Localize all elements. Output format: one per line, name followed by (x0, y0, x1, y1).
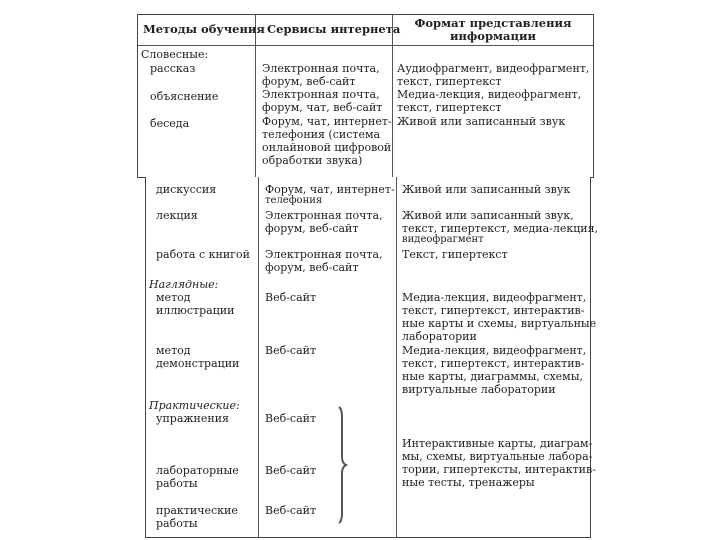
method-cell (156, 344, 239, 370)
format-line: ные тесты, тренажеры (402, 476, 535, 489)
services-line: обработки звука) (262, 154, 363, 167)
services-cell: Веб-сайт (265, 344, 317, 357)
services-cell (265, 248, 383, 274)
format-line: текст, гипертекст (397, 101, 502, 114)
format-line: Медиа-лекция, видеофрагмент, (402, 344, 587, 357)
group-label-verbal: Словесные: (141, 48, 209, 61)
format-line: текст, гипертекст, интерактив- (402, 304, 585, 317)
services-line: форум, веб-сайт (265, 261, 359, 274)
format-cell: Живой или записанный звук (402, 183, 571, 196)
services-cell: Веб-сайт (265, 291, 317, 304)
services-line: Электронная почта, (262, 88, 380, 101)
services-line: телефония (система (262, 128, 381, 141)
services-cell (262, 115, 392, 167)
format-line: ные карты и схемы, виртуальные (402, 317, 597, 330)
format-line: Живой или записанный звук, (402, 209, 574, 222)
services-line: Электронная почта, (262, 62, 380, 75)
header-format (393, 17, 593, 43)
services-line: Электронная почта, (265, 209, 383, 222)
format-line: мы, схемы, виртуальные лабора- (402, 450, 593, 463)
method-cell (156, 291, 234, 317)
services-line: онлайновой цифровой (262, 141, 392, 154)
services-line: Форум, чат, интернет- (262, 115, 392, 128)
column-divider (396, 177, 397, 537)
method-cell: объяснение (150, 90, 219, 103)
services-line: форум, чат, веб-сайт (262, 101, 383, 114)
format-cell-shared (402, 437, 596, 489)
method-line: метод (156, 344, 191, 357)
table-bottom-section (145, 177, 599, 538)
method-line: лабораторные (156, 464, 239, 477)
method-cell: беседа (150, 117, 190, 130)
method-cell: упражнения (156, 412, 229, 425)
format-cell (397, 88, 581, 114)
services-line: телефония (265, 195, 323, 206)
method-line: демонстрации (156, 357, 240, 370)
format-line: Медиа-лекция, видеофрагмент, (402, 291, 587, 304)
header-methods: Методы обучения (143, 22, 265, 36)
format-line: Аудиофрагмент, видеофрагмент, (397, 62, 590, 75)
column-divider (255, 15, 256, 177)
format-line: текст, гипертекст, интерактив- (402, 357, 585, 370)
services-cell (265, 209, 383, 235)
format-line: тории, гипертексты, интерактив- (402, 463, 596, 476)
table-top-section (137, 14, 594, 178)
format-line: видеофрагмент (402, 234, 484, 245)
format-cell (402, 209, 598, 244)
services-cell: Веб-сайт (265, 412, 317, 425)
services-line: Электронная почта, (265, 248, 383, 261)
services-line: форум, веб-сайт (265, 222, 359, 235)
format-line: Интерактивные карты, диаграм- (402, 437, 593, 450)
method-line: метод (156, 291, 191, 304)
services-cell (265, 183, 395, 205)
header-divider (138, 45, 593, 46)
format-cell (397, 62, 589, 88)
column-divider (258, 177, 259, 537)
method-cell: работа с книгой (156, 248, 250, 261)
format-line: текст, гипертекст, медиа-лекция, (402, 222, 599, 235)
services-line: форум, веб-сайт (262, 75, 356, 88)
format-line: лаборатории (402, 330, 477, 343)
format-cell (402, 344, 586, 396)
format-line: Медиа-лекция, видеофрагмент, (397, 88, 582, 101)
group-label-visual: Наглядные: (149, 278, 219, 291)
header-format-line: Формат представления (414, 16, 572, 30)
services-cell: Веб-сайт (265, 504, 317, 517)
services-cell (262, 88, 382, 114)
header-services: Сервисы интернета (267, 22, 401, 36)
method-line: практические (156, 504, 238, 517)
method-cell: рассказ (150, 62, 196, 75)
format-line: виртуальные лаборатории (402, 383, 556, 396)
method-cell: лекция (156, 209, 198, 222)
format-cell: Живой или записанный звук (397, 115, 566, 128)
format-line: ные карты, диаграммы, схемы, (402, 370, 583, 383)
method-line: работы (156, 477, 198, 490)
method-cell (156, 504, 238, 530)
format-cell (402, 291, 596, 343)
services-cell (262, 62, 380, 88)
method-cell (156, 464, 239, 490)
method-line: работы (156, 517, 198, 530)
method-line: иллюстрации (156, 304, 235, 317)
method-cell: дискуссия (156, 183, 217, 196)
header-format-line: информации (449, 29, 537, 43)
format-cell: Текст, гипертекст (402, 248, 508, 261)
curly-brace-icon (336, 405, 350, 525)
services-line: Форум, чат, интернет- (265, 183, 395, 196)
services-cell: Веб-сайт (265, 464, 317, 477)
group-label-practical: Практические: (149, 399, 240, 412)
format-line: текст, гипертекст (397, 75, 502, 88)
